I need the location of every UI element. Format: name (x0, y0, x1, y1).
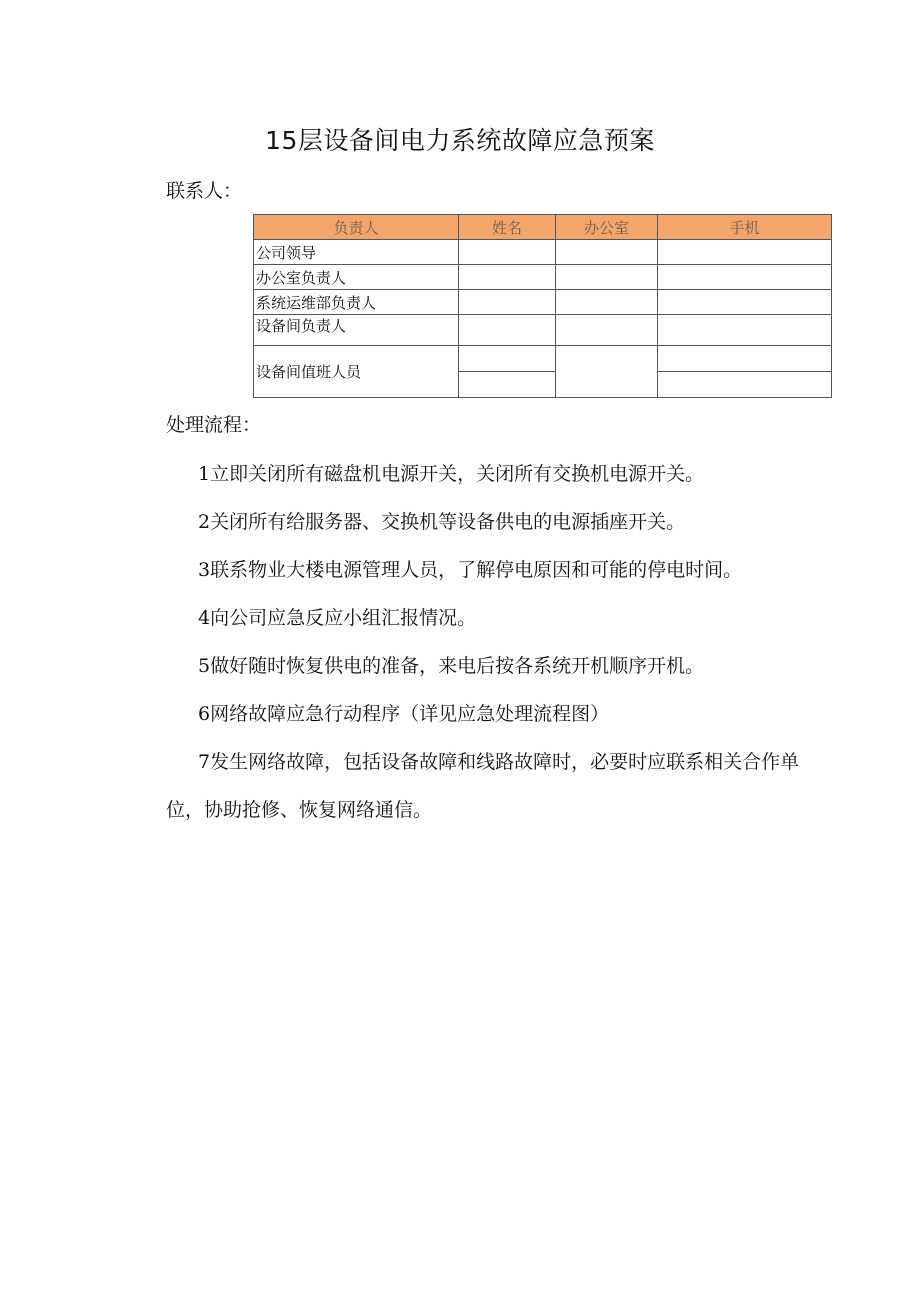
header-mobile: 手机 (658, 215, 832, 240)
process-label: 处理流程： (166, 414, 262, 436)
row-role: 公司领导 (254, 240, 459, 265)
name-cell[interactable] (459, 290, 556, 315)
table-row (254, 265, 832, 290)
header-office: 办公室 (556, 215, 658, 240)
table-row (254, 290, 832, 315)
office-cell[interactable] (556, 265, 658, 290)
process-step: 6网络故障应急行动程序（详见应急处理流程图） (198, 703, 610, 725)
mobile-cell[interactable] (658, 265, 832, 290)
office-cell[interactable] (556, 346, 658, 398)
table-row (254, 240, 832, 265)
name-cell[interactable] (459, 372, 556, 398)
office-cell[interactable] (556, 315, 658, 346)
document-title: 15层设备间电力系统故障应急预案 (265, 126, 655, 155)
row-role: 办公室负责人 (254, 265, 459, 290)
process-step: 2关闭所有给服务器、交换机等设备供电的电源插座开关。 (198, 511, 686, 533)
row-role: 设备间值班人员 (254, 346, 459, 398)
row-role: 设备间负责人 (254, 315, 459, 346)
office-cell[interactable] (556, 240, 658, 265)
header-responsible: 负责人 (254, 215, 459, 240)
mobile-cell[interactable] (658, 290, 832, 315)
mobile-cell[interactable] (658, 372, 832, 398)
name-cell[interactable] (459, 346, 556, 372)
contact-table (253, 214, 832, 398)
name-cell[interactable] (459, 265, 556, 290)
mobile-cell[interactable] (658, 315, 832, 346)
office-cell[interactable] (556, 290, 658, 315)
process-step: 4向公司应急反应小组汇报情况。 (198, 607, 477, 629)
mobile-cell[interactable] (658, 346, 832, 372)
process-step: 1立即关闭所有磁盘机电源开关，关闭所有交换机电源开关。 (198, 463, 705, 485)
table-row (254, 315, 832, 346)
table-header-row (254, 215, 832, 240)
row-role: 系统运维部负责人 (254, 290, 459, 315)
process-step: 3联系物业大楼电源管理人员，了解停电原因和可能的停电时间。 (198, 559, 743, 581)
process-step: 5做好随时恢复供电的准备，来电后按各系统开机顺序开机。 (198, 655, 705, 677)
name-cell[interactable] (459, 240, 556, 265)
process-steps (166, 450, 806, 834)
process-step: 7发生网络故障，包括设备故障和线路故障时，必要时应联系相关合作单位，协助抢修、恢复网络通信。 (166, 751, 800, 821)
header-name: 姓名 (459, 215, 556, 240)
table-row (254, 346, 832, 372)
contact-label: 联系人： (166, 180, 243, 202)
name-cell[interactable] (459, 315, 556, 346)
mobile-cell[interactable] (658, 240, 832, 265)
